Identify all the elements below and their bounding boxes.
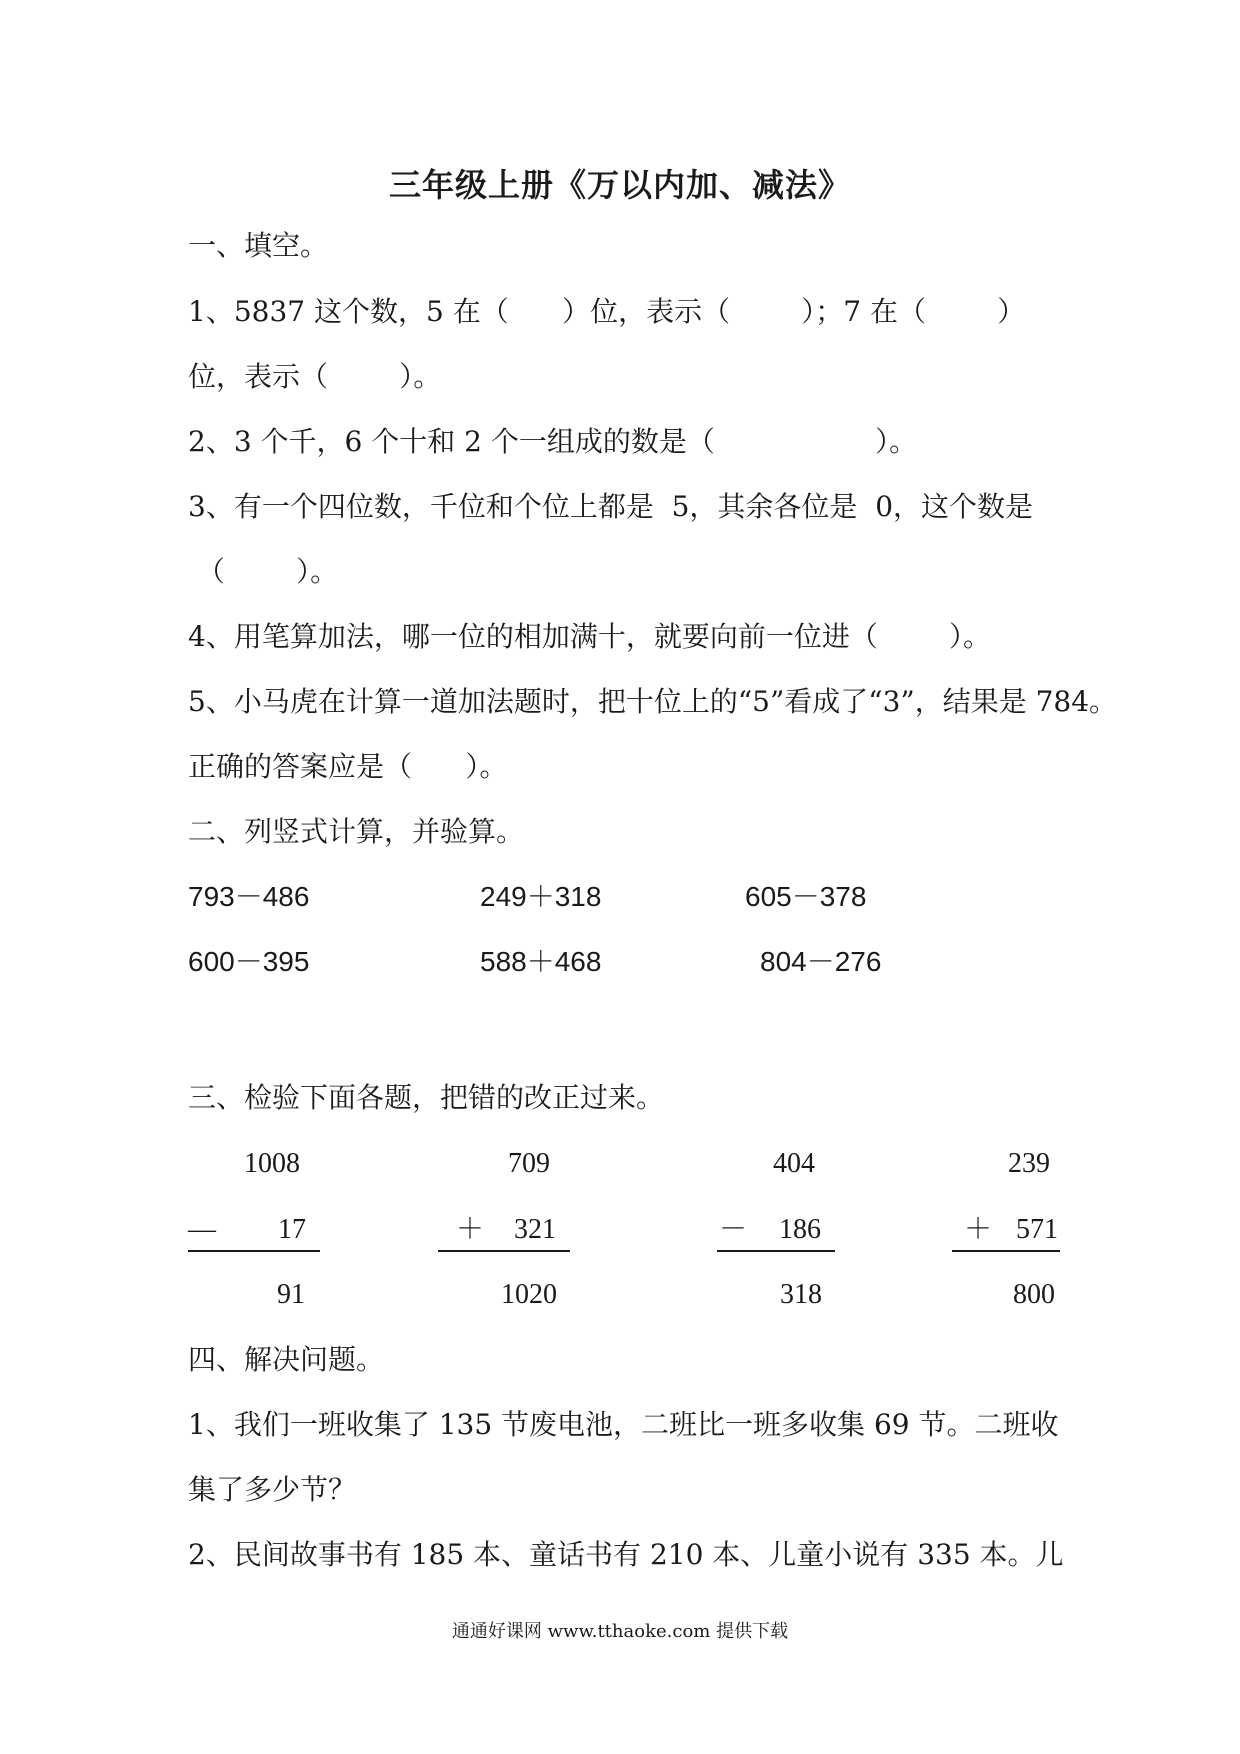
question-1-line-2: 位，表示（ ）。 [188, 360, 442, 393]
plus-sign: ＋ [456, 1214, 485, 1245]
operand-top: 404 [773, 1148, 815, 1179]
operator-line [717, 1210, 835, 1252]
calc-problem: 804－276 [760, 946, 882, 977]
word-problem-1-line-2: 集了多少节？ [188, 1473, 357, 1506]
question-4: 4、用笔算加法，哪一位的相加满十，就要向前一位进（ ）。 [188, 620, 992, 653]
page-title: 三年级上册《万以内加、减法》 [388, 166, 851, 204]
calc-problem: 588＋468 [480, 946, 602, 977]
section-heading-solve-problems: 四、解决问题。 [188, 1343, 385, 1376]
section-heading-vertical-calc: 二、列竖式计算，并验算。 [188, 815, 525, 848]
word-problem-1-line-1: 1、我们一班收集了 135 节废电池，二班比一班多收集 69 节。二班收 [188, 1408, 1059, 1441]
operand-top: 709 [508, 1148, 550, 1179]
result: 800 [1013, 1279, 1055, 1310]
operand-second: 321 [514, 1214, 556, 1245]
question-5-line-1: 5、小马虎在计算一道加法题时，把十位上的“5”看成了“3”，结果是 784。 [188, 685, 1118, 718]
question-3-line-2: （ ）。 [188, 555, 339, 588]
result: 1020 [501, 1279, 557, 1310]
operand-top: 1008 [244, 1148, 300, 1179]
calc-problem: 600－395 [188, 946, 310, 977]
section-heading-fill-blank: 一、填空。 [188, 229, 329, 262]
minus-sign: — [188, 1214, 216, 1245]
question-1-line-1: 1、5837 这个数，5 在（ ）位，表示（ ）；7 在（ ） [188, 295, 1026, 328]
question-2: 2、3 个千，6 个十和 2 个一组成的数是（ ）。 [188, 425, 918, 458]
question-3-line-1: 3、有一个四位数，千位和个位上都是 5，其余各位是 0，这个数是 [188, 490, 1034, 523]
minus-sign: － [719, 1214, 748, 1245]
operator-line [438, 1210, 570, 1252]
section-heading-check-correct: 三、检验下面各题，把错的改正过来。 [188, 1081, 665, 1114]
operand-top: 239 [1008, 1148, 1050, 1179]
calc-problem: 793－486 [188, 881, 310, 912]
question-5-line-2: 正确的答案应是（ ）。 [188, 750, 508, 783]
result: 318 [780, 1279, 822, 1310]
operand-second: 571 [1016, 1214, 1058, 1245]
word-problem-2-line-1: 2、民间故事书有 185 本、童话书有 210 本、儿童小说有 335 本。儿 [188, 1538, 1064, 1571]
calc-problem: 249＋318 [480, 881, 602, 912]
footer-source: 通通好课网 www.tthaoke.com 提供下载 [451, 1621, 789, 1642]
operand-second: 17 [278, 1214, 306, 1245]
calc-problem: 605－378 [745, 881, 867, 912]
operator-line [188, 1210, 320, 1252]
plus-sign: ＋ [964, 1214, 993, 1245]
operator-line [952, 1210, 1060, 1252]
result: 91 [277, 1279, 305, 1310]
operand-second: 186 [779, 1214, 821, 1245]
